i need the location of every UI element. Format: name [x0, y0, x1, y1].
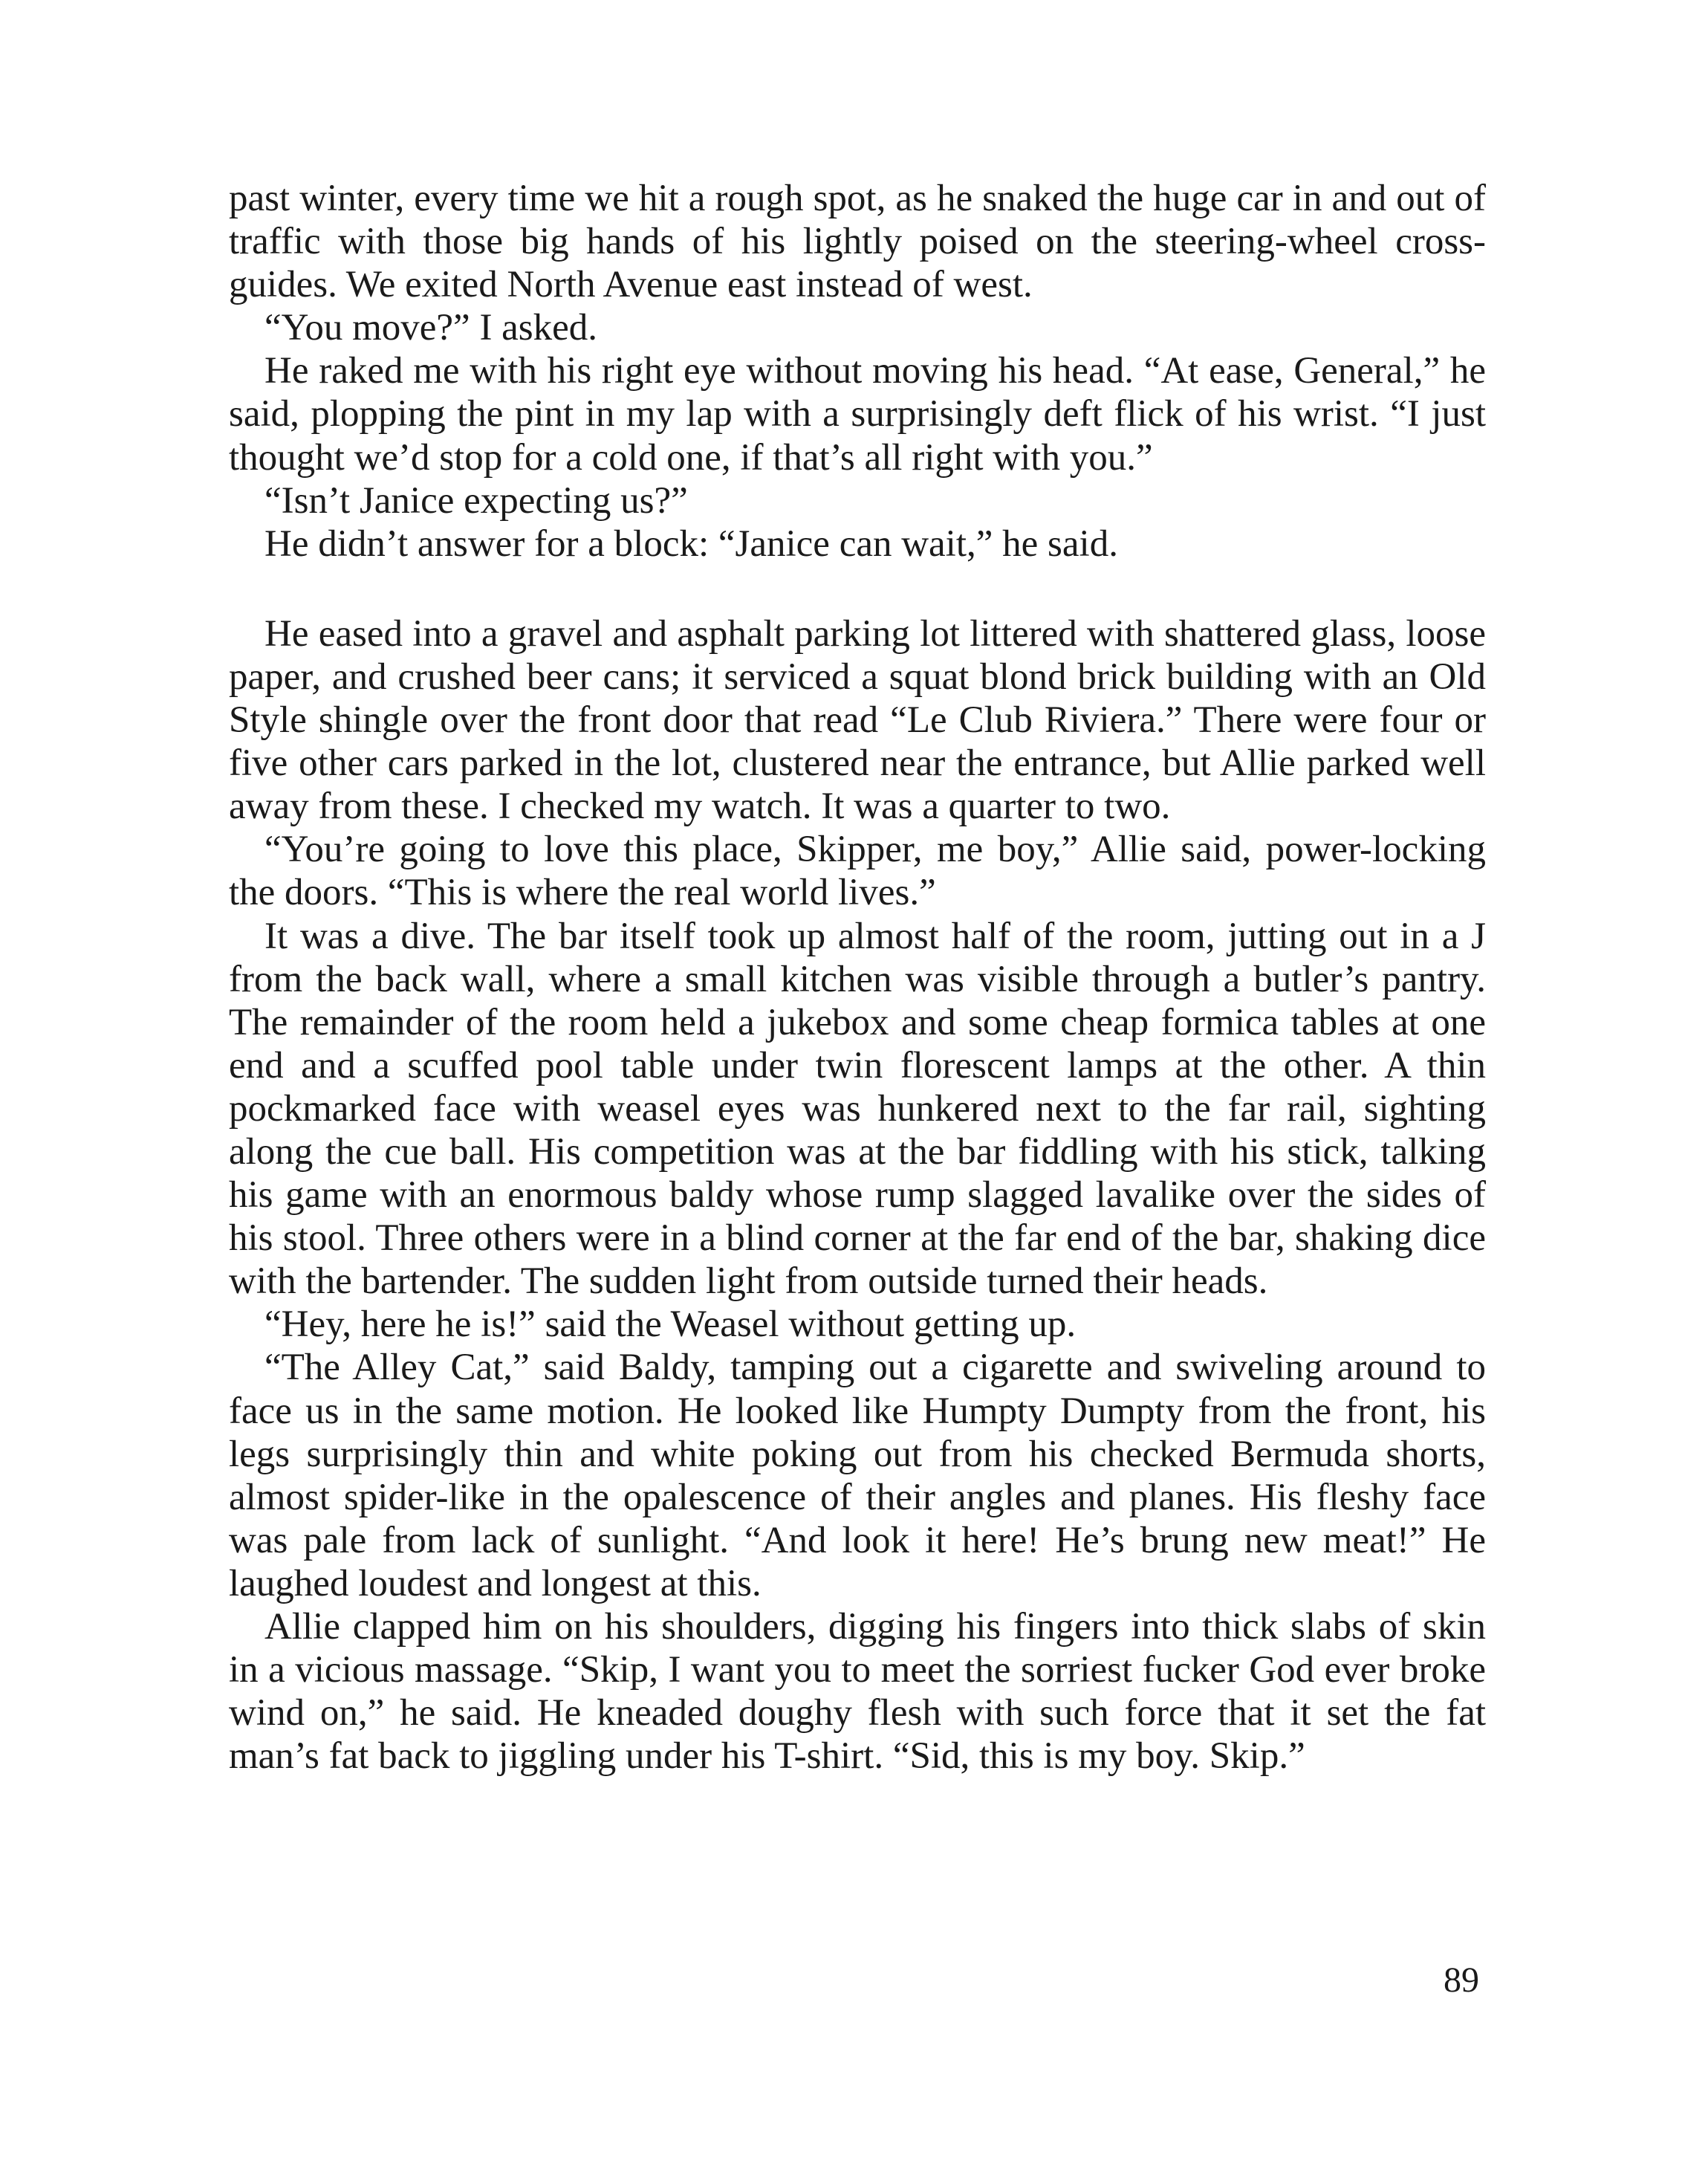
- paragraph: It was a dive. The bar itself took up almost half of the room, jutting out in a J from the back wall, where a small kitchen was visible through a butler’s pantry. The remainder of the room held a jukebox and some cheap formica tables at one end and a scuffed pool table under twin florescent lamps at the other. A thin pockmarked face with weasel eyes was hunkered next to the far rail, sighting along the cue ball. His competition was at the bar fiddling with his stick, talking his game with an enormous baldy whose rump slagged lavalike over the sides of his stool. Three others were in a blind corner at the far end of the bar, shaking dice with the bartender. The sudden light from outside turned their heads.: [229, 915, 1486, 1303]
- page-number: 89: [1444, 1960, 1479, 2000]
- paragraph: “You’re going to love this place, Skipper, me boy,” Allie said, power-locking the doors. “This is where the real world lives.”: [229, 829, 1486, 914]
- paragraph: Allie clapped him on his shoulders, digging his fingers into thick slabs of skin in a vicious massage. “Skip, I want you to meet the sorriest fucker God ever broke wind on,” he said. He kneaded doughy flesh with such force that it set the fat man’s fat back to jiggling under his T-shirt. “Sid, this is my boy. Skip.”: [229, 1606, 1486, 1778]
- paragraph: “Isn’t Janice expecting us?”: [264, 479, 688, 522]
- section-break: [229, 566, 1486, 612]
- paragraph: He didn’t answer for a block: “Janice can wait,” he said.: [264, 522, 1118, 565]
- paragraph: “The Alley Cat,” said Baldy, tamping out a cigarette and swiveling around to face us in the same motion. He looked like Humpty Dumpty from the front, his legs surprisingly thin and white poking out from his checked Bermuda shorts, almost spider-like in the opalescence of their angles and planes. His fleshy face was pale from lack of sunlight. “And look it here! He’s brung new meat!” He laughed loudest and longest at this.: [229, 1347, 1486, 1604]
- paragraph: He raked me with his right eye without moving his head. “At ease, General,” he said, plopping the pint in my lap with a surprisingly deft flick of his wrist. “I just thought we’d stop for a cold one, if that’s all right with you.”: [229, 350, 1486, 479]
- paragraph: He eased into a gravel and asphalt parking lot littered with shattered glass, loose paper, and crushed beer cans; it serviced a squat blond brick building with an Old Style shingle over the front door that read “Le Club Riviera.” There were four or five other cars parked in the lot, clustered near the entrance, but Allie parked well away from these. I checked my watch. It was a quarter to two.: [229, 612, 1486, 828]
- paragraph: “Hey, here he is!” said the Weasel without getting up.: [264, 1303, 1077, 1346]
- paragraph-continued: past winter, every time we hit a rough spot, as he snaked the huge car in and out of traffic with those big hands of his lightly poised on the steering-wheel cross-guides. We exited North Avenue east instead of west.: [229, 178, 1486, 306]
- paragraph: “You move?” I asked.: [264, 307, 598, 349]
- page-text-block: [229, 177, 1486, 1778]
